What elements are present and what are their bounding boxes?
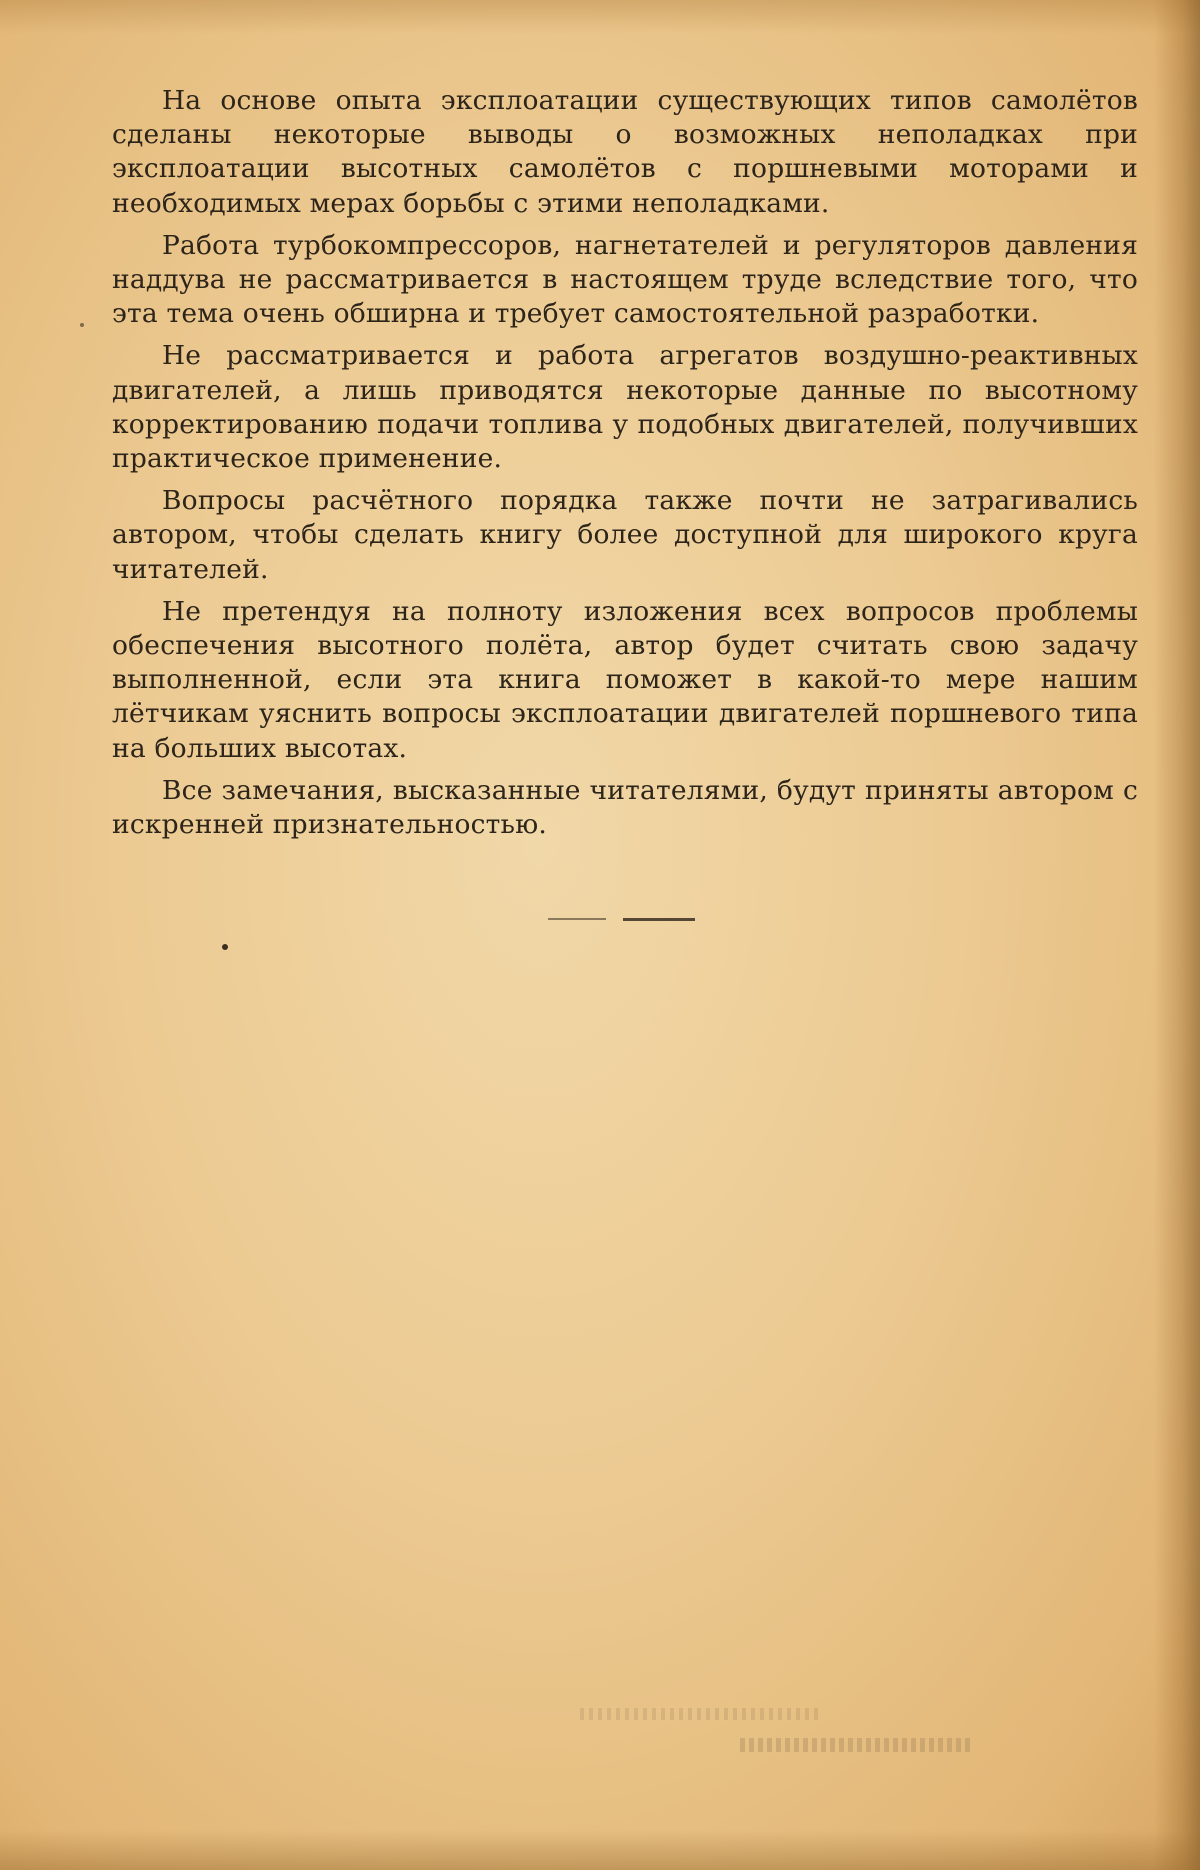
paragraph-5: Не претендуя на полноту изложения всех вопросов проблемы обеспечения высотного полёта, автор будет считать свою задачу выполненной, если эта книга поможет в какой-то мере нашим лётчикам уяснить вопросы эксплоатации двигателей поршневого типа на больших высотах.: [112, 595, 1138, 764]
section-divider-right: [623, 918, 695, 921]
page-bottom-shadow: [0, 1830, 1200, 1870]
page-right-shadow: [1154, 0, 1200, 1870]
show-through-text: [580, 1708, 820, 1720]
paragraph-6: Все замечания, высказанные читателями, будут приняты автором с искренней признательностью.: [112, 774, 1138, 841]
ink-speck: [80, 323, 84, 327]
paragraph-3: Не рассматривается и работа агрегатов воздушно-реактивных двигателей, а лишь приводятся некоторые данные по высотному корректированию подачи топлива у подобных двигателей, получивших практическое применение.: [112, 340, 1138, 475]
page-top-shadow: [0, 0, 1200, 34]
section-divider-left: [548, 918, 606, 920]
ink-speck: [222, 944, 228, 950]
show-through-text: [740, 1738, 970, 1752]
paragraph-4: Вопросы расчётного порядка также почти не затрагивались автором, чтобы сделать книгу более доступной для широкого круга читателей.: [112, 485, 1138, 585]
body-text: [112, 84, 1138, 850]
paragraph-2: Работа турбокомпрессоров, нагнетателей и регуляторов давления наддува не рассматривается в настоящем труде вследствие того, что эта тема очень обширна и требует самостоятельной разработки.: [112, 229, 1138, 330]
paragraph-1: На основе опыта эксплоатации существующих типов самолётов сделаны некоторые выводы о возможных неполадках при эксплоатации высотных самолётов с поршневыми моторами и необходимых мерах борьбы с этими неполадками.: [112, 85, 1138, 219]
